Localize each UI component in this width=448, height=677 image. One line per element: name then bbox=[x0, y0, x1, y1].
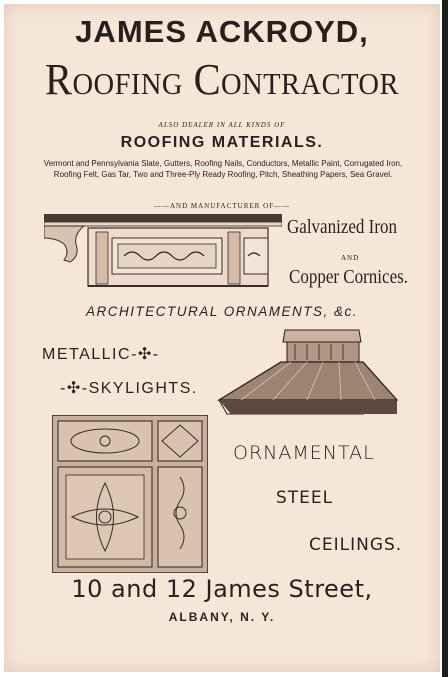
company-title: Roofing Contractor bbox=[45, 55, 399, 104]
advertisement-page bbox=[4, 4, 440, 672]
roofing-materials-heading: ROOFING MATERIALS. bbox=[120, 134, 324, 151]
skylights-label: SKYLIGHTS. bbox=[88, 380, 198, 397]
copper-cornices-text: Copper Cornices. bbox=[289, 266, 408, 288]
architectural-ornaments-text: ARCHITECTURAL ORNAMENTS, &c. bbox=[85, 304, 359, 319]
street-address: 10 and 12 James Street, bbox=[71, 575, 373, 603]
flourish-icon: -✣- bbox=[131, 346, 160, 363]
materials-list: Vermont and Pennsylvania Slate, Gutters, Roofing Nails, Conductors, Metallic Paint, Corrugated Iron, Roofing Felt, Gas Tar, Two and Three-Ply Ready Roofing, Pitch, Sheathing Papers, Sea Gravel. bbox=[43, 159, 403, 179]
and-text: AND bbox=[341, 254, 360, 262]
city-line: ALBANY, N. Y. bbox=[168, 610, 276, 624]
ceilings-text: CEILINGS. bbox=[309, 535, 403, 555]
ornamental-text: ORNAMENTAL bbox=[233, 442, 375, 464]
steel-text: STEEL bbox=[276, 488, 334, 508]
skylights-text bbox=[60, 378, 198, 398]
page-edge bbox=[442, 0, 448, 677]
manufacturer-line: ——AND MANUFACTURER OF—— bbox=[153, 202, 291, 210]
also-dealer-line: ALSO DEALER IN ALL KINDS OF bbox=[158, 121, 286, 129]
skylight-illustration bbox=[211, 326, 401, 418]
ceiling-tile-illustration bbox=[52, 415, 208, 573]
galvanized-iron-text: Galvanized Iron bbox=[287, 216, 397, 238]
cornice-illustration bbox=[44, 214, 282, 288]
metallic-label: METALLIC bbox=[42, 346, 132, 363]
company-name: JAMES ACKROYD, bbox=[75, 14, 369, 49]
metallic-text bbox=[42, 344, 160, 364]
flourish-icon: -✣- bbox=[60, 380, 89, 397]
